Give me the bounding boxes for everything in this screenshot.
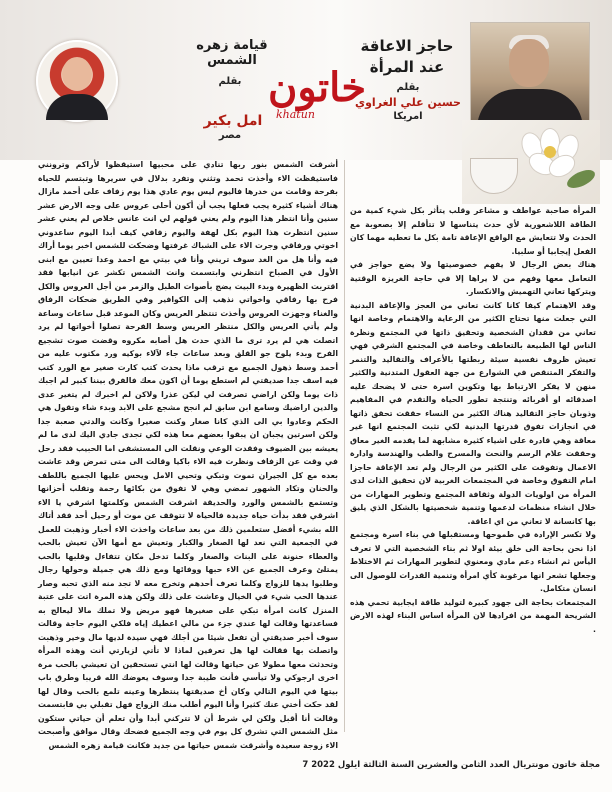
- byline-label-left: بقلم: [218, 76, 242, 87]
- author-photo-left: [36, 40, 118, 122]
- paragraph: المرأة صاحبة عواطف و مشاعر وقلب يتأثر بكل شيء كمية من الطاقة اللاشعورية لأي حدث يتناسها لا تتأقلم إلا بصعوبة مع الحدث ولا تتعايش مع الواقع الإعاقة تامة بكل ما تعطيه مهما كان الفعل إيجابيا أو سلبيا.: [350, 206, 596, 256]
- paragraph: ولا تكسر الإرادة في طموحها ومستقبلها في بناء اسرة ومجتمع اذا نحن بحاجة الى خلق بيئة اولا ثم بناء الشخصية التي لا تعرف اليأس ثم انشاء دعم مادي ومعنوي لتطوير المهارات ثم الاختلاط وجعلها تشعر انها مرغوبة كأي امرأة وتنمية القدرات للوصول الى انسان متكامل.: [350, 530, 596, 593]
- author-photo-right: [470, 22, 590, 122]
- author-face: [62, 57, 92, 91]
- article-title-left: قيامة زهره الشمس: [196, 38, 268, 68]
- logo-text: khatun: [276, 108, 315, 121]
- article-title-right: حاجز الاعاقة عند المرأة: [360, 37, 454, 76]
- author-face: [509, 39, 549, 87]
- author-country-right: امريكا: [393, 111, 423, 122]
- paragraph: هناك بعض الرجال لا يفهم خصوصيتها ولا يضع حواجز في التعامل معها وفهم من لا يراها إلا في حاجة الغريزة الوقتية ويتركها تعاني التهميش والانكسار.: [350, 260, 596, 296]
- left-article-body: [38, 158, 338, 750]
- flower-image: [462, 120, 600, 204]
- paragraph: أشرقت الشمس بنور ربها تنادي على محبيها استيقظوا لأراكم وترونني فاستيقظت الاء وأخذت تحمد وتثني وتفرد بدلال في سريرها وتبتسم للحياة بفرحة وقامت من خدرها فاليوم ليس يوم عادي هذا يوم زفاف على أحمد مازال هناك أشياء كثيرة يجب فعلها يجب أن أكون أحلى عروس على وجه الارض عشر سنين وأنا انتظر هذا اليوم ولم يعني قولهم لي انت عانس خلاص لم يعني عشر سنين انتظرت هذا اليوم بكل لهفة واليوم زفافي كيف أبدا اليوم ساعدوني اخوتي ورفاقي وجرت الاء على الشباك غرفتها وضحكت للشمس اخبر يوما أراك فيه وأنا هل من الغد سوف تريني وأنا في بيتي مع احمد وعدا تعيين مع ابنى الأول في الصباح انتظرني وابتسمت وانت الشمس تكشر عن انيابها فقد اقتربت الظهيرة وبدء البيت يضج بأصوات الطبل والزمر من أجل العروس والكل فرح بها رفاقي واخواتي نذهب إلى الكوافير وفي الطريق ضحكات الرفاق والغناء وجهزت العروس وأخذت تنتظر العريس وكان الموعد قبل ساعات وساعة ولم يأتي العريس والكل منتظر العريس وسط الفرحة تصلوا أخواتها لم يرد اتصلت هي لم يرد ترى ما الذي حدث هل أصابه مكروه وقضت صوت تشجيع الفرح وبدء يلوح جو القلق وبعد ساعات جاء لآلاء بوكيه ورد مكتوب عليه من أحمد وسط ذهول الجميع مع ترقب ماذا يحدث كتب كارت صغير مع الورد كتب فيه اسف جدا صديقتي لم استطع يوما أن اكون معك فالفرق بيننا كبير لم اجبك ذات يوما ولكن اراضي تصرفت لي ليكن عذرا ولاكن لم اخبرك لم يتغير عدى والدين اراضيك وسامع ابن سابق لم انجح مشجع على الابد وبدء شاء وتقول هي الحكم وعادوا بي الى الذي كانا صغار وكنت صغيرا وكانت والدتي صعبة جدا ولكن اسرتين يجبان ان يبقوا بعضهم معا هذه لكي تجدى جادي اليك لدى ما لم يعيشه بين الضيوف وفقدت الوعي ونقلت الى المستشفى اما الحبيب فقد رحل في وقت عن الزفاف ونظرت فيه الاء باكيا وقالت الى متى تمرض وقد عاشت بعده مع كل الجيران تموت وتبكي وتحيي الامل ويحس عليها الجميع باللطف والحنان وتكاد الشهور تمضي وهي لا تفوق من بكائها رحمة وتقلب أحزانها وتستمع بالشمس والورد والحديقة اشرقت الشمس وكلمتها اشرقي يا الاء اشرقي فقد بدأت حياة جديدة فالحياة لا تتوقف عن موت أو رحيل أحد فقد أتاك الله بشيء أفضل ستعلمين ذلك من بعد ساعات واخذت الاء أخبار وذهبت للعمل في الجمعية التي نعد لها الصغار والكبار وتعيش مع أمها الآن تعيش بالحب والعطاء حنونة على البنات والصغار وكلما تدخل مكان تتفاءل وقلبها بالحب يمتلئ وعرف الجميع عن الاء حبها ووفائها ومع ذلك هي جميلة وحولها رجال وطلبوا يدها للزواج وكلما تعرف أحدهم وتخرج معه لا تجد منه الذي تحبه وصار عندها الحب شيء في الخيال وعاشت على ذلك ولكن هذه المرة اتت على عتبة المنزل كانت امرأة تبكي على صغيرها فهو مريض ولا تملك مالا ليعالج به فساعدتها وقالت لها عندي جزء من مالي اعطيك إياه فلكي اليوم حاجة وقالت سوف أخبر صديقتي أن تفعل شيئا من أجلك فهي سيدة لديها مال وخير وذهبت واتصلت بها فقالت لها هل تعرفين لماذا لا تأتي لزيارتي أنت وهذه المرأة وتحدثت معها مطولا عن حياتها وقالت لها انتي تستحقين ان تعيشي بالحب مرة اخرى ارجوكي ولا تيأسي فأنت طيبة جدا وسوف يعوضك الله قريبا وطرق باب بيتها في اليوم التالي وكان أخ صديقتها ينتظرها وعينه تلمع بالحب وقال لها لقد حكت أختي عنك كثيرا وأنا اليوم أطلب منك الزواج فهل تقبلي بي فابتسمت وقالت أنا أقبل ولكن لي شرط أن لا تتركني أبدا وأن تعلم أن حياتي ستكون مثل الشمس التي تشرق كل يوم في وجه الجميع فضحك وقال موافق وأصبحت الاء زوجة سعيدة وأشرقت شمس حياتها من جديد فكانت قيامة زهره الشمس: [38, 160, 338, 750]
- column-divider: [344, 160, 345, 732]
- page-footer: مجلة خاتون مونتريال العدد الثامن والعشرين السنة الثالثة ايلول 2022 7: [302, 760, 600, 770]
- cup-shape: [470, 158, 518, 194]
- flower-center: [544, 146, 556, 158]
- paragraph: المجتمعات بحاجة الى جهود كبيرة لتوليد طاقة ايجابية تحمي هذه الشريحة المهمة من افرادها لان المرأة اساس البناء لهذه الارض .: [350, 597, 596, 634]
- paragraph: وقد الاهتمام كيفا كانا كانت تعاني من العجز والإعاقة البدنية التي جعلت منها تحتاج الكثير من الرعاية والاهتمام وخاصة انها تعاني من فقدان الشخصية وتحقيق ذاتها في المجتمع ونظرة الناس لها الطبيعة بالتعاطف وخاصة في المجتمع الشرقي فهي تعيش ظروف نفسية سيئة ربطتها بالأعراف والتقاليد والتنمر والتفكر المتنقص في الشوارع من جهة العقول المتدنية والكثير منهن لا يفكر الارتباط بها وتكوين اسرة حتى لا يضحك عليه اصدقائه او أقربائه وتنتجة تطور الحياة والتقدم في المفاهيم وذوبان حاجز التقاليد هناك الكثير من النساء حققت تحقق ذاتها في انجازات تفوق قدرتها البدنية لكي تثبت المجتمع انها غير معاقة وهي قادرة على اشياء كثيرة مشابهة لما يقدمه الغير معاق وحققت علام الرسم والنحت والمسرح والطب والهندسة وادارة الاعمال وتفوقت على الكثير من الرجال ولم تعد الإعاقة حاجزا امام التفوق وخاصة في المجتمعات الغربية لان تحقيق الذات لدى المرأة من اولويات الدولة وثقافة المجتمع وتطوير المهارات من خلال انشاء منظمات لدعمها وتنمية شخصيتها بالشكل الذي يليق بها كانسانة لا تعاني من اي اعاقة.: [350, 300, 596, 526]
- author-name-right: حسين علي الغراوي: [355, 96, 461, 109]
- author-body: [46, 94, 108, 120]
- byline-label-right: بقلم: [396, 82, 420, 93]
- right-article-body: [350, 204, 596, 734]
- author-name-left: امل بكير: [203, 113, 263, 129]
- author-country-left: مصر: [218, 130, 242, 141]
- logo-mark: خاتون: [268, 64, 367, 111]
